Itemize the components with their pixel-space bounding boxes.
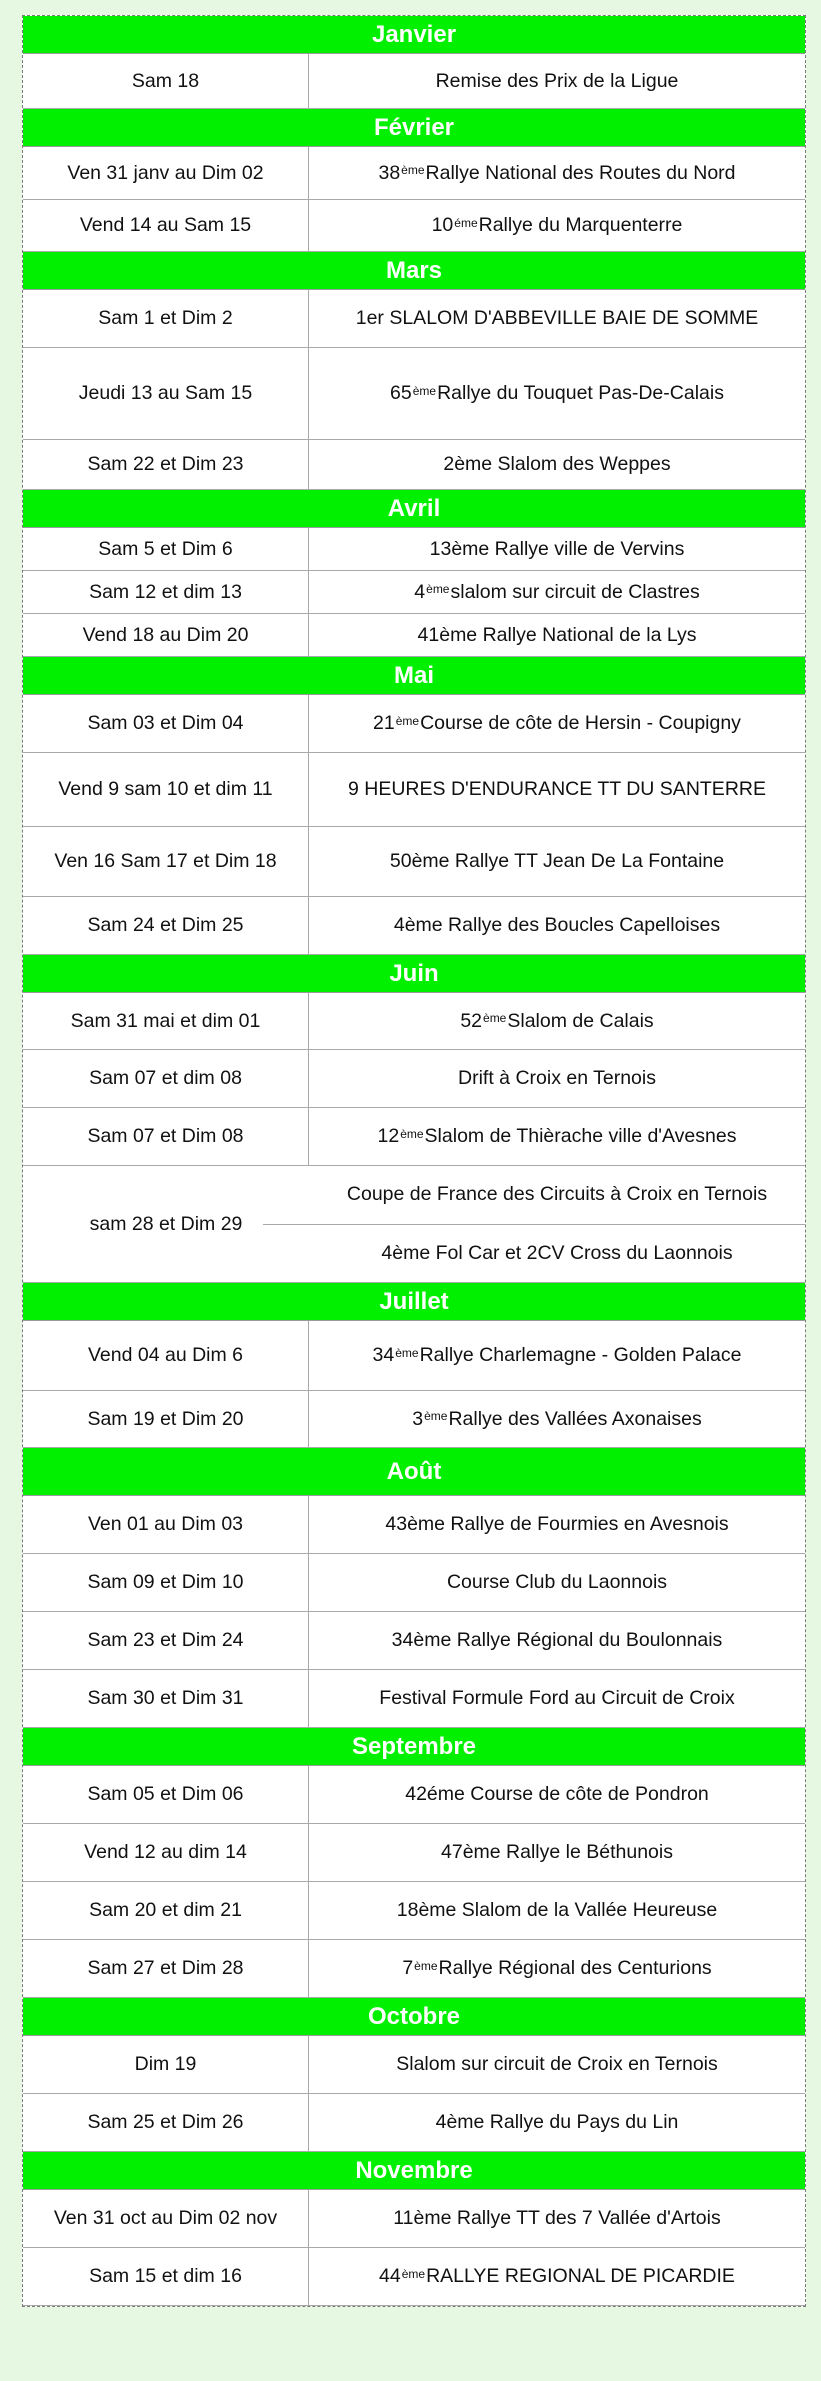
event-name — [309, 1766, 805, 1823]
event-name-text: 4 — [414, 580, 426, 603]
event-row — [23, 440, 805, 490]
event-name-text: 9 HEURES D'ENDURANCE TT DU SANTERRE — [348, 778, 766, 800]
event-date: Ven 31 janv au Dim 02 — [23, 147, 309, 199]
event-date: Vend 9 sam 10 et dim 11 — [23, 753, 309, 826]
event-name-text: RALLYE REGIONAL DE PICARDIE — [426, 2265, 735, 2287]
event-name-text: 11ème Rallye TT des 7 Vallée d'Artois — [393, 2207, 721, 2229]
event-name-text: Rallye National des Routes du Nord — [425, 161, 736, 184]
event-date: Sam 25 et Dim 26 — [23, 2094, 309, 2151]
event-row — [23, 753, 805, 827]
ordinal-suffix: ème — [424, 1409, 448, 1423]
event-name — [309, 1554, 805, 1611]
event-row — [23, 2094, 805, 2152]
ordinal-suffix: ème — [483, 1011, 507, 1025]
event-name — [309, 614, 805, 656]
event-name-text: Rallye des Vallées Axonaises — [448, 1407, 702, 1430]
event-name-text: Slalom sur circuit de Croix en Ternois — [396, 2053, 718, 2075]
event-date: Sam 5 et Dim 6 — [23, 528, 309, 570]
event-row — [23, 993, 805, 1050]
event-name-text: slalom sur circuit de Clastres — [450, 580, 700, 603]
event-name-text: 12 — [377, 1125, 400, 1147]
event-name — [309, 993, 805, 1049]
event-name-text: 18ème Slalom de la Vallée Heureuse — [396, 1899, 718, 1921]
event-row — [23, 1496, 805, 1554]
event-date: Sam 20 et dim 21 — [23, 1882, 309, 1939]
event-name — [309, 1108, 805, 1165]
event-name-text: Remise des Prix de la Ligue — [435, 69, 679, 92]
event-name — [309, 1166, 805, 1224]
row-divider — [263, 1224, 309, 1225]
event-date: Jeudi 13 au Sam 15 — [23, 348, 309, 439]
event-name-text: 44 — [379, 2265, 401, 2287]
event-name-text: Course de côte de Hersin - Coupigny — [420, 712, 741, 734]
month-header: Mai — [23, 657, 805, 695]
event-row — [23, 1554, 805, 1612]
event-row — [23, 1824, 805, 1882]
event-name-text: 47ème Rallye le Béthunois — [441, 1841, 673, 1863]
event-row — [23, 614, 805, 657]
event-name — [309, 440, 805, 489]
event-name — [309, 200, 805, 251]
event-name-text: Slalom de Calais — [507, 1009, 654, 1032]
event-row — [23, 897, 805, 955]
event-date: Sam 31 mai et dim 01 — [23, 993, 309, 1049]
ordinal-suffix: ème — [395, 713, 420, 728]
event-name — [309, 348, 805, 439]
event-date: Sam 27 et Dim 28 — [23, 1940, 309, 1997]
event-row — [23, 1108, 805, 1166]
event-name-text: 65 — [390, 382, 412, 404]
month-header: Février — [23, 109, 805, 147]
event-date: Sam 22 et Dim 23 — [23, 440, 309, 489]
event-row — [23, 1391, 805, 1448]
ordinal-suffix: ème — [401, 2266, 426, 2281]
event-name-text: Slalom de Thièrache ville d'Avesnes — [424, 1125, 737, 1147]
month-header: Octobre — [23, 1998, 805, 2036]
event-date: Sam 19 et Dim 20 — [23, 1391, 309, 1447]
event-row — [23, 54, 805, 109]
event-name-text: Festival Formule Ford au Circuit de Croix — [379, 1687, 735, 1709]
event-row — [23, 1940, 805, 1998]
event-calendar-table — [22, 15, 806, 2307]
event-name-text: Rallye du Marquenterre — [478, 214, 683, 236]
event-date: Vend 18 au Dim 20 — [23, 614, 309, 656]
event-date: Sam 12 et dim 13 — [23, 571, 309, 613]
event-date: Sam 23 et Dim 24 — [23, 1612, 309, 1669]
event-date: Ven 31 oct au Dim 02 nov — [23, 2190, 309, 2247]
event-name-text: 2ème Slalom des Weppes — [443, 453, 671, 475]
event-date: Dim 19 — [23, 2036, 309, 2093]
month-header: Avril — [23, 490, 805, 528]
event-name-text: Coupe de France des Circuits à Croix en Ternois — [346, 1183, 768, 1206]
ordinal-suffix: éme — [454, 215, 478, 230]
event-name-text: 52 — [460, 1009, 483, 1032]
event-row — [23, 2036, 805, 2094]
event-name-text: 50ème Rallye TT Jean De La Fontaine — [389, 850, 725, 872]
event-name — [309, 147, 805, 199]
event-name-text: Rallye Charlemagne - Golden Palace — [419, 1344, 742, 1366]
event-row — [23, 1612, 805, 1670]
event-name — [309, 571, 805, 613]
event-name — [309, 1824, 805, 1881]
event-date: Sam 1 et Dim 2 — [23, 290, 309, 347]
event-row — [23, 1166, 805, 1283]
event-name-text: 42éme Course de côte de Pondron — [405, 1783, 709, 1805]
event-name-text: 1er SLALOM D'ABBEVILLE BAIE DE SOMME — [355, 307, 759, 329]
event-row — [23, 1670, 805, 1728]
event-date: sam 28 et Dim 29 — [89, 1212, 243, 1235]
ordinal-suffix: ème — [426, 582, 450, 596]
event-date: Sam 09 et Dim 10 — [23, 1554, 309, 1611]
event-date: Vend 12 au dim 14 — [23, 1824, 309, 1881]
event-row — [23, 1766, 805, 1824]
event-row — [23, 1050, 805, 1108]
event-row — [23, 571, 805, 614]
event-date: Sam 05 et Dim 06 — [23, 1766, 309, 1823]
event-name — [309, 54, 805, 108]
event-name — [309, 1050, 805, 1107]
event-row — [23, 147, 805, 200]
month-header: Janvier — [23, 16, 805, 54]
event-date: Sam 03 et Dim 04 — [23, 695, 309, 752]
event-name-text: 7 — [402, 1957, 414, 1979]
event-name-text: 41ème Rallye National de la Lys — [417, 623, 697, 646]
event-row — [23, 528, 805, 571]
event-row — [23, 1321, 805, 1391]
event-name — [309, 1612, 805, 1669]
event-date: Sam 24 et Dim 25 — [23, 897, 309, 954]
month-header: Novembre — [23, 2152, 805, 2190]
event-date: Ven 01 au Dim 03 — [23, 1496, 309, 1553]
event-name-text: 21 — [373, 712, 395, 734]
event-name — [309, 528, 805, 570]
event-name-text: Rallye du Touquet Pas-De-Calais — [437, 382, 724, 404]
event-name — [309, 2094, 805, 2151]
month-header: Juillet — [23, 1283, 805, 1321]
event-row — [23, 2190, 805, 2248]
event-name — [309, 290, 805, 347]
month-header: Juin — [23, 955, 805, 993]
event-name — [309, 695, 805, 752]
event-name — [309, 1940, 805, 1997]
event-name-text: Rallye Régional des Centurions — [438, 1957, 712, 1979]
event-name-text: 38 — [378, 161, 401, 184]
ordinal-suffix: ème — [414, 1958, 438, 1973]
event-date: Sam 15 et dim 16 — [23, 2248, 309, 2305]
event-name — [309, 897, 805, 954]
event-name-text: 4ème Fol Car et 2CV Cross du Laonnois — [381, 1241, 733, 1264]
event-name-text: 34 — [372, 1344, 395, 1366]
event-name — [309, 2248, 805, 2305]
event-date: Sam 30 et Dim 31 — [23, 1670, 309, 1727]
event-name — [309, 1224, 805, 1283]
event-name-text: 3 — [412, 1407, 424, 1430]
event-name — [309, 2036, 805, 2093]
event-row — [23, 827, 805, 897]
ordinal-suffix: ème — [401, 163, 425, 177]
event-date: Sam 18 — [23, 54, 309, 108]
event-name-text: 43ème Rallye de Fourmies en Avesnois — [385, 1513, 729, 1535]
event-row — [23, 290, 805, 348]
event-name-text: Drift à Croix en Ternois — [458, 1067, 656, 1089]
event-name — [309, 2190, 805, 2247]
event-name-text: 4ème Rallye du Pays du Lin — [435, 2111, 679, 2133]
event-name-text: 10 — [431, 214, 454, 236]
event-name — [309, 1496, 805, 1553]
event-row — [23, 695, 805, 753]
ordinal-suffix: ème — [395, 1345, 419, 1360]
month-header: Août — [23, 1448, 805, 1496]
month-header: Mars — [23, 252, 805, 290]
event-name — [309, 753, 805, 826]
event-date: Vend 14 au Sam 15 — [23, 200, 309, 251]
event-date: Sam 07 et Dim 08 — [23, 1108, 309, 1165]
event-row — [23, 1882, 805, 1940]
event-name-text: 4ème Rallye des Boucles Capelloises — [393, 914, 721, 936]
event-name — [309, 1882, 805, 1939]
ordinal-suffix: ème — [400, 1126, 424, 1141]
event-name — [309, 1391, 805, 1447]
ordinal-suffix: ème — [412, 383, 437, 398]
month-header: Septembre — [23, 1728, 805, 1766]
event-name-text: 34ème Rallye Régional du Boulonnais — [391, 1629, 723, 1651]
event-row — [23, 348, 805, 440]
event-name — [309, 827, 805, 896]
event-date: Vend 04 au Dim 6 — [23, 1321, 309, 1390]
event-date: Ven 16 Sam 17 et Dim 18 — [23, 827, 309, 896]
event-name-text: 13ème Rallye ville de Vervins — [429, 537, 685, 560]
event-name — [309, 1670, 805, 1727]
event-row — [23, 2248, 805, 2306]
event-date: Sam 07 et dim 08 — [23, 1050, 309, 1107]
event-name — [309, 1321, 805, 1390]
event-row — [23, 200, 805, 252]
event-name-text: Course Club du Laonnois — [446, 1571, 668, 1593]
